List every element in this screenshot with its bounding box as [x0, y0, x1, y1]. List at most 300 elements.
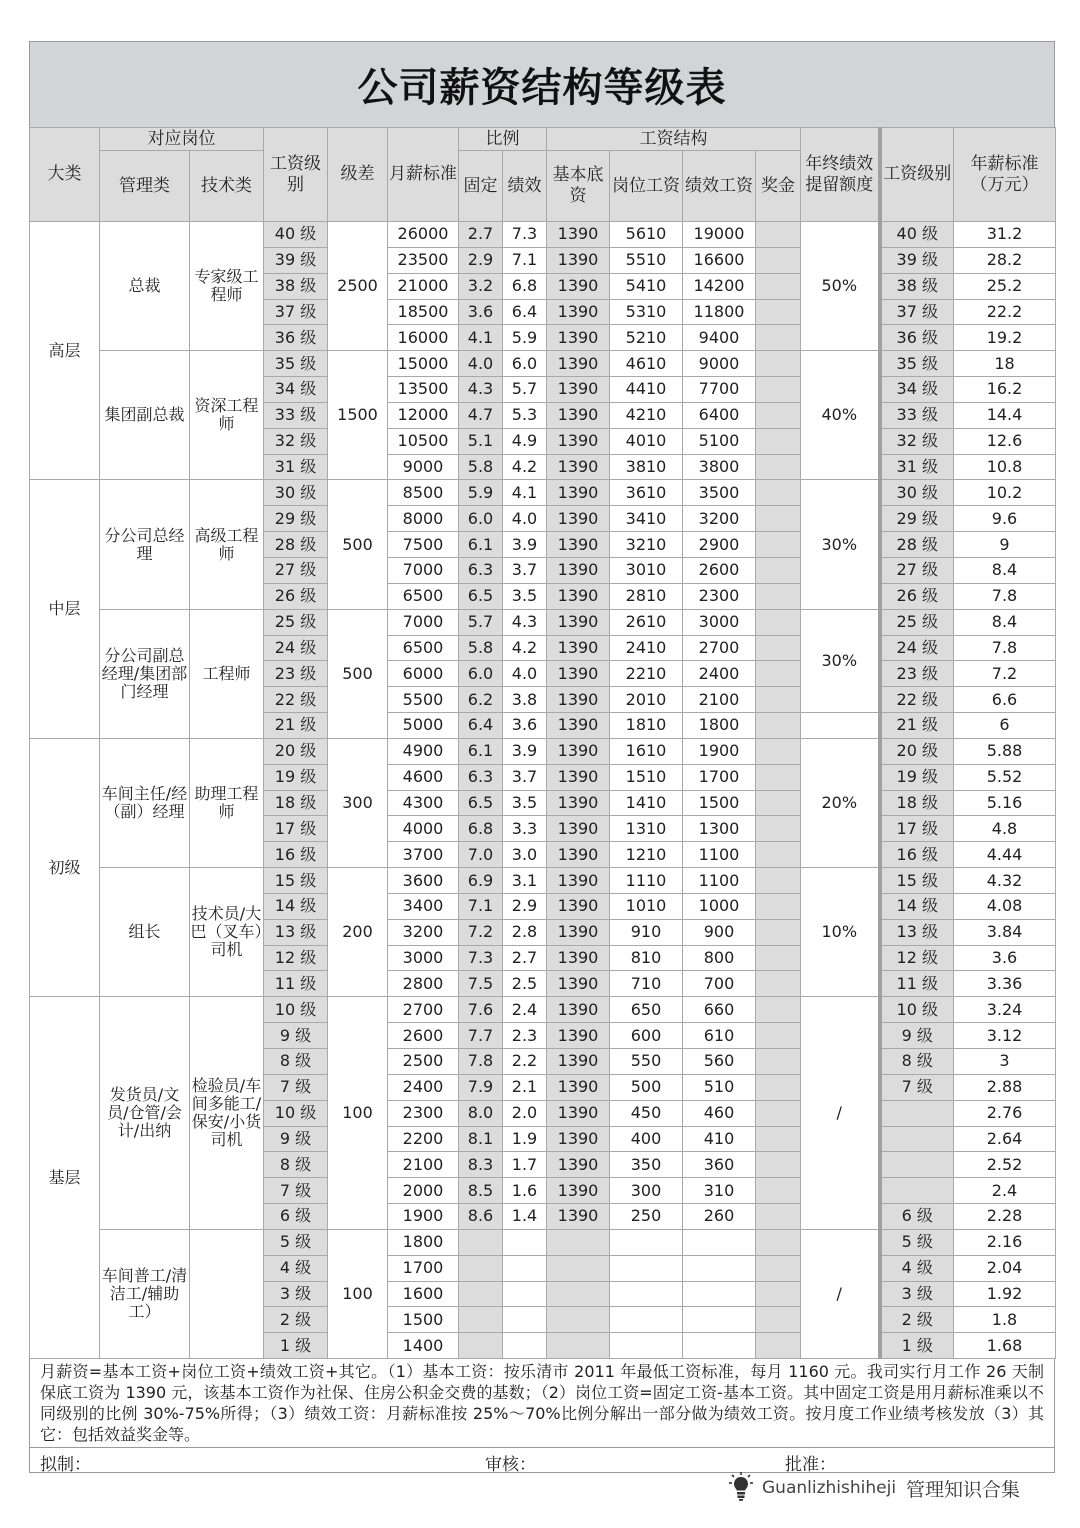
- monthly-cell: 26000: [388, 222, 459, 248]
- grade-cell: 19 级: [264, 764, 328, 790]
- table-row: [30, 351, 1056, 377]
- monthly-cell: 4300: [388, 790, 459, 816]
- header-technical: 技术类: [190, 151, 264, 222]
- annual-cell: 28.2: [954, 247, 1056, 273]
- grade-2-cell: 9 级: [880, 1023, 954, 1049]
- fixed-cell: 8.5: [459, 1178, 503, 1204]
- perf-pay-cell: 410: [683, 1126, 756, 1152]
- grade-2-cell: 12 级: [880, 945, 954, 971]
- annual-cell: 3: [954, 1049, 1056, 1075]
- management-cell: 分公司副总经理/集团部门经理: [100, 609, 190, 738]
- perf-pay-cell: 1500: [683, 790, 756, 816]
- base-cell: 1390: [547, 893, 610, 919]
- fixed-cell: 6.5: [459, 583, 503, 609]
- monthly-cell: 4900: [388, 738, 459, 764]
- fixed-cell: 5.8: [459, 454, 503, 480]
- fixed-cell: 4.3: [459, 377, 503, 403]
- fixed-cell: 2.9: [459, 247, 503, 273]
- technical-cell: [190, 1229, 264, 1358]
- table-row: [30, 480, 1056, 506]
- monthly-cell: 2400: [388, 1074, 459, 1100]
- bonus-cell: [756, 687, 801, 713]
- base-cell: 1390: [547, 325, 610, 351]
- technical-cell: 专家级工程师: [190, 222, 264, 351]
- base-cell: 1390: [547, 842, 610, 868]
- post-cell: 4210: [610, 402, 683, 428]
- bonus-cell: [756, 1281, 801, 1307]
- post-cell: 5610: [610, 222, 683, 248]
- grade-cell: 9 级: [264, 1126, 328, 1152]
- monthly-cell: 2200: [388, 1126, 459, 1152]
- post-cell: 3410: [610, 506, 683, 532]
- footer-brand-latin: Guanlizhishiheji: [762, 1478, 897, 1498]
- grade-2-cell: 27 级: [880, 557, 954, 583]
- grade-cell: 27 级: [264, 557, 328, 583]
- notes-text: 月薪资=基本工资+岗位工资+绩效工资+其它。（1）基本工资：按乐清市 2011 年最低工资标准，每月 1160 元。我司实行月工作 26 天制保底工资为 1390 元，该基本工资作为社保、住房公积金交费的基数；（2）岗位工资=固定工资-基本工资。其中固定工资是用月薪标准乘以不同级别的比例 30%-75%所得；（3）绩效工资：月薪标准按 25%～70%比例分解出一部分做为绩效工资。按月度工作业绩考核发放（3）其它：包括效益奖金等。: [29, 1359, 1055, 1448]
- lightbulb-icon: [728, 1471, 754, 1506]
- perf-ratio-cell: 5.3: [503, 402, 547, 428]
- post-cell: 2410: [610, 635, 683, 661]
- grade-cell: 17 级: [264, 816, 328, 842]
- perf-ratio-cell: 4.2: [503, 635, 547, 661]
- bonus-cell: [756, 1049, 801, 1075]
- bonus-cell: [756, 351, 801, 377]
- category-cell: 中层: [30, 480, 100, 738]
- footer-brand: [728, 1468, 1058, 1508]
- perf-pay-cell: 3000: [683, 609, 756, 635]
- base-cell: 1390: [547, 1100, 610, 1126]
- base-cell: 1390: [547, 790, 610, 816]
- post-cell: 3810: [610, 454, 683, 480]
- grade-cell: 34 级: [264, 377, 328, 403]
- grade-cell: 39 级: [264, 247, 328, 273]
- bonus-cell: [756, 480, 801, 506]
- perf-ratio-cell: 4.2: [503, 454, 547, 480]
- monthly-cell: 1500: [388, 1307, 459, 1333]
- perf-pay-cell: 1300: [683, 816, 756, 842]
- bonus-cell: [756, 402, 801, 428]
- monthly-cell: 6000: [388, 661, 459, 687]
- table-body: [30, 222, 1056, 1359]
- post-cell: 5510: [610, 247, 683, 273]
- monthly-cell: 4000: [388, 816, 459, 842]
- technical-cell: 技术员/大巴（叉车）司机: [190, 868, 264, 997]
- monthly-cell: 8000: [388, 506, 459, 532]
- grade-2-cell: 35 级: [880, 351, 954, 377]
- category-cell: 基层: [30, 997, 100, 1359]
- annual-cell: 2.64: [954, 1126, 1056, 1152]
- header-step: 级差: [328, 128, 388, 222]
- annual-cell: 8.4: [954, 557, 1056, 583]
- bonus-cell: [756, 997, 801, 1023]
- annual-cell: 7.8: [954, 583, 1056, 609]
- fixed-cell: 2.7: [459, 222, 503, 248]
- perf-pay-cell: 1100: [683, 842, 756, 868]
- monthly-cell: 3700: [388, 842, 459, 868]
- perf-ratio-cell: 3.3: [503, 816, 547, 842]
- header-grade-2: 工资级别: [880, 128, 954, 222]
- grade-cell: 40 级: [264, 222, 328, 248]
- perf-ratio-cell: 6.0: [503, 351, 547, 377]
- perf-pay-cell: 1000: [683, 893, 756, 919]
- header-year-end: 年终绩效提留额度: [801, 128, 880, 222]
- base-cell: 1390: [547, 1023, 610, 1049]
- perf-pay-cell: 660: [683, 997, 756, 1023]
- post-cell: 1810: [610, 713, 683, 739]
- year-end-cell: /: [801, 997, 880, 1230]
- annual-cell: 2.88: [954, 1074, 1056, 1100]
- year-end-cell: 10%: [801, 868, 880, 997]
- fixed-cell: 6.5: [459, 790, 503, 816]
- grade-cell: 26 级: [264, 583, 328, 609]
- grade-2-cell: 30 级: [880, 480, 954, 506]
- year-end-cell: 30%: [801, 609, 880, 712]
- perf-pay-cell: 3800: [683, 454, 756, 480]
- annual-cell: 7.2: [954, 661, 1056, 687]
- bonus-cell: [756, 816, 801, 842]
- grade-cell: 23 级: [264, 661, 328, 687]
- perf-ratio-cell: [503, 1281, 547, 1307]
- annual-cell: 10.2: [954, 480, 1056, 506]
- grade-2-cell: 2 级: [880, 1307, 954, 1333]
- bonus-cell: [756, 842, 801, 868]
- header-position-group: 对应岗位: [100, 128, 264, 151]
- fixed-cell: 6.3: [459, 557, 503, 583]
- bonus-cell: [756, 377, 801, 403]
- grade-2-cell: 22 级: [880, 687, 954, 713]
- bonus-cell: [756, 325, 801, 351]
- bonus-cell: [756, 1074, 801, 1100]
- grade-2-cell: 15 级: [880, 868, 954, 894]
- perf-ratio-cell: 3.7: [503, 764, 547, 790]
- grade-2-cell: [880, 1178, 954, 1204]
- annual-cell: 7.8: [954, 635, 1056, 661]
- header-management: 管理类: [100, 151, 190, 222]
- post-cell: 810: [610, 945, 683, 971]
- footer-brand-cn: 管理知识合集: [906, 1478, 1021, 1501]
- post-cell: 300: [610, 1178, 683, 1204]
- annual-cell: 8.4: [954, 609, 1056, 635]
- base-cell: 1390: [547, 480, 610, 506]
- perf-ratio-cell: 1.4: [503, 1204, 547, 1230]
- perf-pay-cell: [683, 1229, 756, 1255]
- grade-2-cell: 23 级: [880, 661, 954, 687]
- fixed-cell: 5.8: [459, 635, 503, 661]
- perf-pay-cell: 610: [683, 1023, 756, 1049]
- technical-cell: 助理工程师: [190, 738, 264, 867]
- annual-cell: 14.4: [954, 402, 1056, 428]
- bonus-cell: [756, 428, 801, 454]
- base-cell: 1390: [547, 428, 610, 454]
- table-row: [30, 997, 1056, 1023]
- grade-2-cell: 38 级: [880, 273, 954, 299]
- base-cell: [547, 1307, 610, 1333]
- fixed-cell: 6.0: [459, 661, 503, 687]
- perf-ratio-cell: 2.9: [503, 893, 547, 919]
- grade-cell: 35 级: [264, 351, 328, 377]
- grade-cell: 9 级: [264, 1023, 328, 1049]
- annual-cell: 9: [954, 532, 1056, 558]
- bonus-cell: [756, 299, 801, 325]
- fixed-cell: 6.1: [459, 532, 503, 558]
- annual-cell: 1.8: [954, 1307, 1056, 1333]
- fixed-cell: 4.0: [459, 351, 503, 377]
- annual-cell: 2.4: [954, 1178, 1056, 1204]
- post-cell: 450: [610, 1100, 683, 1126]
- fixed-cell: 3.6: [459, 299, 503, 325]
- post-cell: [610, 1255, 683, 1281]
- grade-2-cell: 6 级: [880, 1204, 954, 1230]
- monthly-cell: 2600: [388, 1023, 459, 1049]
- base-cell: 1390: [547, 402, 610, 428]
- fixed-cell: 6.8: [459, 816, 503, 842]
- bonus-cell: [756, 868, 801, 894]
- grade-cell: 12 级: [264, 945, 328, 971]
- bonus-cell: [756, 557, 801, 583]
- perf-ratio-cell: 3.6: [503, 713, 547, 739]
- annual-cell: 5.16: [954, 790, 1056, 816]
- step-cell: 100: [328, 997, 388, 1230]
- step-cell: 100: [328, 1229, 388, 1358]
- header-annual: 年薪标准（万元）: [954, 128, 1056, 222]
- post-cell: 1310: [610, 816, 683, 842]
- grade-2-cell: 24 级: [880, 635, 954, 661]
- perf-pay-cell: 1800: [683, 713, 756, 739]
- grade-cell: 36 级: [264, 325, 328, 351]
- management-cell: 车间普工/清洁工/辅助工）: [100, 1229, 190, 1358]
- grade-cell: 11 级: [264, 971, 328, 997]
- header-perf: 绩效: [503, 151, 547, 222]
- annual-cell: 6: [954, 713, 1056, 739]
- salary-sheet: [29, 41, 1055, 1476]
- monthly-cell: 10500: [388, 428, 459, 454]
- grade-cell: 7 级: [264, 1178, 328, 1204]
- perf-ratio-cell: 2.7: [503, 945, 547, 971]
- fixed-cell: 6.1: [459, 738, 503, 764]
- post-cell: 3210: [610, 532, 683, 558]
- bonus-cell: [756, 1178, 801, 1204]
- monthly-cell: 2300: [388, 1100, 459, 1126]
- post-cell: [610, 1281, 683, 1307]
- bonus-cell: [756, 635, 801, 661]
- base-cell: 1390: [547, 635, 610, 661]
- perf-pay-cell: 1900: [683, 738, 756, 764]
- category-cell: 高层: [30, 222, 100, 480]
- base-cell: [547, 1229, 610, 1255]
- grade-cell: 10 级: [264, 1100, 328, 1126]
- base-cell: 1390: [547, 764, 610, 790]
- management-cell: 分公司总经理: [100, 480, 190, 609]
- post-cell: 1410: [610, 790, 683, 816]
- annual-cell: 3.6: [954, 945, 1056, 971]
- bonus-cell: [756, 1126, 801, 1152]
- perf-ratio-cell: 2.4: [503, 997, 547, 1023]
- monthly-cell: 16000: [388, 325, 459, 351]
- annual-cell: 9.6: [954, 506, 1056, 532]
- grade-cell: 8 级: [264, 1049, 328, 1075]
- perf-ratio-cell: 3.8: [503, 687, 547, 713]
- header-perf-pay: 绩效工资: [683, 151, 756, 222]
- year-end-cell: 20%: [801, 738, 880, 867]
- fixed-cell: 6.3: [459, 764, 503, 790]
- technical-cell: 高级工程师: [190, 480, 264, 609]
- annual-cell: 19.2: [954, 325, 1056, 351]
- bonus-cell: [756, 1204, 801, 1230]
- table-row: [30, 609, 1056, 635]
- grade-cell: 10 级: [264, 997, 328, 1023]
- monthly-cell: 12000: [388, 402, 459, 428]
- monthly-cell: 5500: [388, 687, 459, 713]
- post-cell: 550: [610, 1049, 683, 1075]
- monthly-cell: 2500: [388, 1049, 459, 1075]
- monthly-cell: 7000: [388, 557, 459, 583]
- perf-pay-cell: 2300: [683, 583, 756, 609]
- fixed-cell: 6.9: [459, 868, 503, 894]
- step-cell: 500: [328, 609, 388, 738]
- perf-ratio-cell: 4.3: [503, 609, 547, 635]
- fixed-cell: 7.7: [459, 1023, 503, 1049]
- annual-cell: 18: [954, 351, 1056, 377]
- grade-2-cell: 18 级: [880, 790, 954, 816]
- grade-cell: 33 级: [264, 402, 328, 428]
- perf-pay-cell: 560: [683, 1049, 756, 1075]
- annual-cell: 4.08: [954, 893, 1056, 919]
- monthly-cell: 3400: [388, 893, 459, 919]
- grade-cell: 18 级: [264, 790, 328, 816]
- fixed-cell: [459, 1307, 503, 1333]
- post-cell: 2010: [610, 687, 683, 713]
- post-cell: 3010: [610, 557, 683, 583]
- perf-ratio-cell: 2.2: [503, 1049, 547, 1075]
- post-cell: 1010: [610, 893, 683, 919]
- grade-cell: 16 级: [264, 842, 328, 868]
- grade-cell: 30 级: [264, 480, 328, 506]
- sign-approve: 批准：: [785, 1455, 836, 1476]
- bonus-cell: [756, 454, 801, 480]
- monthly-cell: 2000: [388, 1178, 459, 1204]
- fixed-cell: 7.2: [459, 919, 503, 945]
- header-grade: 工资级别: [264, 128, 328, 222]
- post-cell: 650: [610, 997, 683, 1023]
- monthly-cell: 3200: [388, 919, 459, 945]
- grade-2-cell: 36 级: [880, 325, 954, 351]
- base-cell: 1390: [547, 609, 610, 635]
- bonus-cell: [756, 713, 801, 739]
- bonus-cell: [756, 738, 801, 764]
- grade-cell: 31 级: [264, 454, 328, 480]
- base-cell: [547, 1281, 610, 1307]
- grade-2-cell: 34 级: [880, 377, 954, 403]
- grade-cell: 13 级: [264, 919, 328, 945]
- fixed-cell: 5.7: [459, 609, 503, 635]
- post-cell: 3610: [610, 480, 683, 506]
- header-monthly: 月薪标准: [388, 128, 459, 222]
- perf-pay-cell: 2700: [683, 635, 756, 661]
- fixed-cell: 7.9: [459, 1074, 503, 1100]
- fixed-cell: 5.1: [459, 428, 503, 454]
- annual-cell: 4.44: [954, 842, 1056, 868]
- monthly-cell: 6500: [388, 635, 459, 661]
- grade-2-cell: 16 级: [880, 842, 954, 868]
- monthly-cell: 15000: [388, 351, 459, 377]
- annual-cell: 2.16: [954, 1229, 1056, 1255]
- table-row: [30, 1229, 1056, 1255]
- perf-ratio-cell: 4.0: [503, 661, 547, 687]
- annual-cell: 25.2: [954, 273, 1056, 299]
- perf-ratio-cell: 3.9: [503, 532, 547, 558]
- monthly-cell: 23500: [388, 247, 459, 273]
- grade-cell: 38 级: [264, 273, 328, 299]
- fixed-cell: 3.2: [459, 273, 503, 299]
- bonus-cell: [756, 919, 801, 945]
- monthly-cell: 1700: [388, 1255, 459, 1281]
- grade-2-cell: 3 级: [880, 1281, 954, 1307]
- grade-cell: 6 级: [264, 1204, 328, 1230]
- post-cell: 5310: [610, 299, 683, 325]
- bonus-cell: [756, 532, 801, 558]
- annual-cell: 31.2: [954, 222, 1056, 248]
- bonus-cell: [756, 661, 801, 687]
- monthly-cell: 7500: [388, 532, 459, 558]
- bonus-cell: [756, 1023, 801, 1049]
- bonus-cell: [756, 1333, 801, 1359]
- step-cell: 1500: [328, 351, 388, 480]
- annual-cell: 2.52: [954, 1152, 1056, 1178]
- bonus-cell: [756, 273, 801, 299]
- perf-ratio-cell: [503, 1333, 547, 1359]
- post-cell: 2210: [610, 661, 683, 687]
- monthly-cell: 1800: [388, 1229, 459, 1255]
- fixed-cell: 7.6: [459, 997, 503, 1023]
- base-cell: 1390: [547, 532, 610, 558]
- annual-cell: 10.8: [954, 454, 1056, 480]
- post-cell: 1510: [610, 764, 683, 790]
- step-cell: 200: [328, 868, 388, 997]
- fixed-cell: 7.1: [459, 893, 503, 919]
- grade-2-cell: 28 级: [880, 532, 954, 558]
- perf-pay-cell: 3200: [683, 506, 756, 532]
- monthly-cell: 2700: [388, 997, 459, 1023]
- annual-cell: 5.52: [954, 764, 1056, 790]
- fixed-cell: [459, 1333, 503, 1359]
- perf-ratio-cell: 5.7: [503, 377, 547, 403]
- post-cell: [610, 1333, 683, 1359]
- post-cell: 2610: [610, 609, 683, 635]
- fixed-cell: [459, 1281, 503, 1307]
- base-cell: 1390: [547, 1049, 610, 1075]
- base-cell: 1390: [547, 713, 610, 739]
- grade-2-cell: 25 级: [880, 609, 954, 635]
- base-cell: 1390: [547, 997, 610, 1023]
- grade-2-cell: 7 级: [880, 1074, 954, 1100]
- header-structure: 工资结构: [547, 128, 801, 151]
- grade-cell: 28 级: [264, 532, 328, 558]
- fixed-cell: [459, 1229, 503, 1255]
- annual-cell: 16.2: [954, 377, 1056, 403]
- base-cell: 1390: [547, 351, 610, 377]
- post-cell: 350: [610, 1152, 683, 1178]
- fixed-cell: 8.0: [459, 1100, 503, 1126]
- post-cell: 2810: [610, 583, 683, 609]
- monthly-cell: 3600: [388, 868, 459, 894]
- perf-pay-cell: 310: [683, 1178, 756, 1204]
- technical-cell: 检验员/车间多能工/保安/小货司机: [190, 997, 264, 1230]
- grade-cell: 37 级: [264, 299, 328, 325]
- annual-cell: 1.68: [954, 1333, 1056, 1359]
- post-cell: 1110: [610, 868, 683, 894]
- base-cell: 1390: [547, 1126, 610, 1152]
- base-cell: 1390: [547, 868, 610, 894]
